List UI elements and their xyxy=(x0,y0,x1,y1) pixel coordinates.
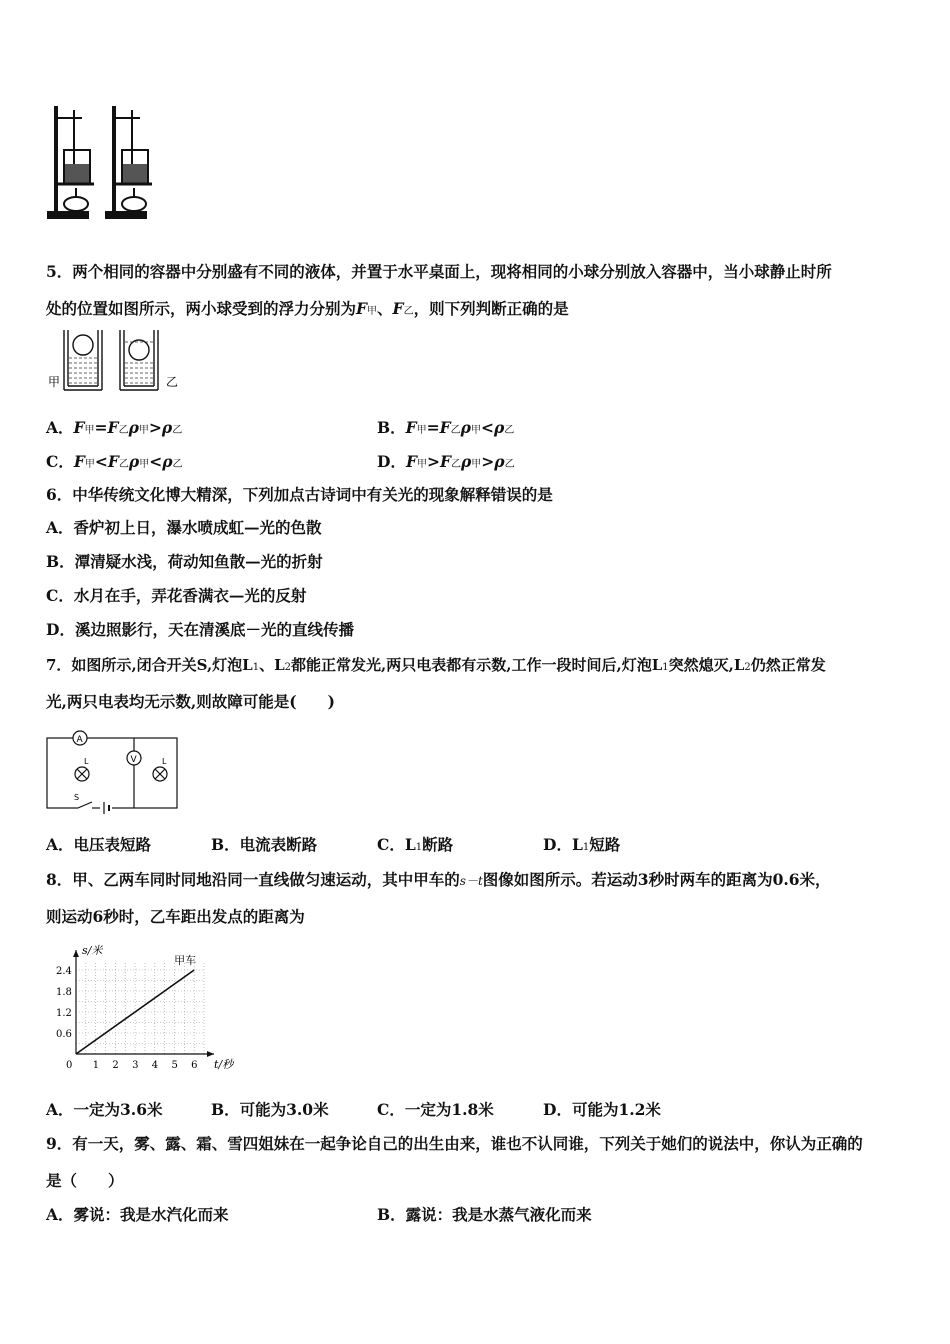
q8-option-b[interactable]: B．可能为3.0米 xyxy=(211,1100,329,1119)
q5-option-b[interactable] xyxy=(377,418,514,441)
q6-option-b[interactable]: B．潭清疑水浅，荷动知鱼散—光的折射 xyxy=(46,552,323,571)
q5-b-sub3: 甲 xyxy=(470,425,481,436)
x-tick-label: 2 xyxy=(112,1060,119,1071)
q5-d-rho1: ρ xyxy=(460,452,472,471)
q5-d-sub3: 甲 xyxy=(471,459,482,470)
q5-d-F1: F xyxy=(405,452,417,471)
q5-b-F2: F xyxy=(439,418,451,437)
series-label-jiache: 甲车 xyxy=(174,954,197,967)
ammeter-label: A xyxy=(76,735,83,745)
x-tick-label: 3 xyxy=(132,1060,139,1071)
y-tick-label: 1.8 xyxy=(56,987,72,998)
q9-option-a[interactable]: A．雾说：我是水汽化而来 xyxy=(46,1205,229,1224)
q5-F1: F xyxy=(356,299,368,318)
q5-b-prefix: B． xyxy=(377,418,406,437)
q5-b-sub1: 甲 xyxy=(416,425,427,436)
s-t-chart xyxy=(44,942,234,1077)
q7-sub1: 1 xyxy=(252,662,260,673)
q5-stem-text-a: 处的位置如图所示，两小球受到的浮力分别为 xyxy=(46,299,357,318)
q9-stem-line1: 9．有一天，雾、露、霜、雪四姐妹在一起争论自己的出生由来，谁也不认同谁，下列关于她们的说法中，你认为正确的 xyxy=(46,1134,863,1153)
fig-label-yi: 乙 xyxy=(166,375,179,389)
q7-stem-line1 xyxy=(46,655,826,678)
q5-d-rho2: ρ xyxy=(494,452,505,471)
q7-text-d: 突然熄灭,L xyxy=(668,656,745,674)
q5-c-sub2: 乙 xyxy=(118,459,129,470)
y-tick-label: 1.2 xyxy=(56,1008,72,1019)
q5-a-F1: F xyxy=(73,418,85,437)
q5-a-op1: = xyxy=(94,418,108,437)
q5-b-rho1: ρ xyxy=(460,418,471,437)
q7-sub3: 1 xyxy=(662,662,669,673)
q7-d-text-a: D．L xyxy=(543,835,583,854)
q5-sep: 、 xyxy=(377,299,393,318)
containers-figure xyxy=(44,328,184,394)
q5-a-F2: F xyxy=(107,418,119,437)
q5-c-F1: F xyxy=(73,452,85,471)
heating-apparatus-figure xyxy=(44,100,164,222)
q5-c-op1: < xyxy=(94,452,108,471)
x-axis-label: t/秒 xyxy=(214,1058,234,1071)
q8-st-symbol: s－t xyxy=(459,874,483,888)
q9-stem-line2: 是（ ） xyxy=(46,1171,124,1190)
q5-d-sub1: 甲 xyxy=(416,459,427,470)
y-tick-label: 2.4 xyxy=(56,966,72,977)
x-tick-label: 6 xyxy=(191,1060,198,1071)
q7-option-a[interactable]: A．电压表短路 xyxy=(46,835,152,854)
q5-option-d[interactable] xyxy=(377,452,515,475)
q5-option-c[interactable] xyxy=(46,452,183,475)
q7-text-a: 7．如图所示,闭合开关S,灯泡L xyxy=(46,656,253,674)
q5-option-a[interactable] xyxy=(46,418,182,441)
q7-d-sub: 1 xyxy=(582,842,590,853)
q5-c-prefix: C． xyxy=(46,452,74,471)
x-tick-label: 5 xyxy=(171,1060,178,1071)
q6-option-c[interactable]: C．水月在手，弄花香满衣—光的反射 xyxy=(46,586,307,605)
q5-b-sub2: 乙 xyxy=(450,425,461,436)
q7-sub4: 2 xyxy=(744,662,751,673)
q6-stem: 6．中华传统文化博大精深，下列加点古诗词中有关光的现象解释错误的是 xyxy=(46,485,553,504)
q7-c-text-a: C．L xyxy=(377,835,416,854)
q5-F1-sub: 甲 xyxy=(367,306,378,317)
q5-b-op1: = xyxy=(426,418,440,437)
q5-stem-text-b: ，则下列判断正确的是 xyxy=(413,299,569,318)
q5-b-op2: < xyxy=(480,418,494,437)
q5-d-sub2: 乙 xyxy=(450,459,461,470)
q8-option-a[interactable]: A．一定为3.6米 xyxy=(46,1100,163,1119)
q7-option-b[interactable]: B．电流表断路 xyxy=(211,835,318,854)
q5-F2-sub: 乙 xyxy=(403,306,414,317)
q5-stem-line1: 5．两个相同的容器中分别盛有不同的液体，并置于水平桌面上，现将相同的小球分别放入容器中，当小球静止时所 xyxy=(46,262,832,281)
x-tick-label: 0 xyxy=(66,1060,73,1071)
q5-a-sub3: 甲 xyxy=(138,425,149,436)
q5-F2: F xyxy=(392,299,404,318)
circuit-figure xyxy=(44,728,194,814)
q5-c-sub3: 甲 xyxy=(139,459,150,470)
q5-a-rho2: ρ xyxy=(161,418,173,437)
q5-d-F2: F xyxy=(439,452,451,471)
q5-d-prefix: D． xyxy=(377,452,406,471)
q6-option-a[interactable]: A．香炉初上日，瀑水喷成虹—光的色散 xyxy=(46,518,322,537)
q7-text-b: 、L xyxy=(259,656,285,674)
voltmeter-label: V xyxy=(130,755,137,765)
q7-text-e: 仍然正常发 xyxy=(750,656,826,674)
q6-option-d[interactable]: D．溪边照影行，天在清溪底－光的直线传播 xyxy=(46,620,354,639)
q5-d-op1: > xyxy=(426,452,440,471)
q5-c-op2: < xyxy=(149,452,163,471)
q9-option-b[interactable]: B．露说：我是水蒸气液化而来 xyxy=(377,1205,592,1224)
q5-c-rho2: ρ xyxy=(162,452,173,471)
q8-option-c[interactable]: C．一定为1.8米 xyxy=(377,1100,494,1119)
q7-stem-line2: 光,两只电表均无示数,则故障可能是( ) xyxy=(46,692,335,711)
q5-d-op2: > xyxy=(481,452,495,471)
lamp2-label: L xyxy=(84,757,89,766)
q5-a-op2: > xyxy=(148,418,162,437)
fig-label-jia: 甲 xyxy=(48,375,61,389)
y-axis-arrow xyxy=(73,950,79,957)
q8-text-b: 图像如图所示。若运动3秒时两车的距离为0.6米， xyxy=(482,870,831,889)
q7-text-c: 都能正常发光,两只电表都有示数,工作一段时间后,灯泡L xyxy=(291,656,663,674)
q5-c-sub1: 甲 xyxy=(84,459,95,470)
q7-d-text-b: 短路 xyxy=(589,835,621,854)
q5-a-prefix: A． xyxy=(46,418,74,437)
x-axis-arrow xyxy=(207,1051,214,1057)
q7-option-c[interactable] xyxy=(377,835,453,858)
q7-c-text-b: 断路 xyxy=(422,835,454,854)
q7-c-sub: 1 xyxy=(415,842,423,853)
q5-b-sub4: 乙 xyxy=(504,425,515,436)
q7-sub2: 2 xyxy=(284,662,292,673)
q5-b-rho2: ρ xyxy=(493,418,505,437)
x-tick-label: 4 xyxy=(151,1060,159,1071)
q5-a-sub1: 甲 xyxy=(84,425,95,436)
q8-stem-line1 xyxy=(46,870,831,891)
q8-stem-line2: 则运动6秒时，乙车距出发点的距离为 xyxy=(46,907,305,926)
q5-d-sub4: 乙 xyxy=(504,459,515,470)
y-tick-label: 0.6 xyxy=(56,1029,72,1040)
lamp1-label: L xyxy=(162,757,167,766)
y-axis-label: s/米 xyxy=(82,944,103,957)
switch-label: S xyxy=(74,793,80,802)
q8-text-a: 8．甲、乙两车同时同地沿同一直线做匀速运动，其中甲车的 xyxy=(46,870,460,889)
q5-a-sub2: 乙 xyxy=(118,425,129,436)
x-tick-label: 1 xyxy=(92,1060,100,1071)
q5-b-F1: F xyxy=(405,418,417,437)
q5-c-F2: F xyxy=(107,452,119,471)
q5-c-sub4: 乙 xyxy=(172,459,183,470)
q5-a-rho1: ρ xyxy=(128,418,139,437)
q7-option-d[interactable] xyxy=(543,835,620,858)
q5-c-rho1: ρ xyxy=(128,452,140,471)
q5-a-sub4: 乙 xyxy=(172,425,183,436)
q8-option-d[interactable]: D．可能为1.2米 xyxy=(543,1100,661,1119)
q5-stem-line2 xyxy=(46,299,569,322)
